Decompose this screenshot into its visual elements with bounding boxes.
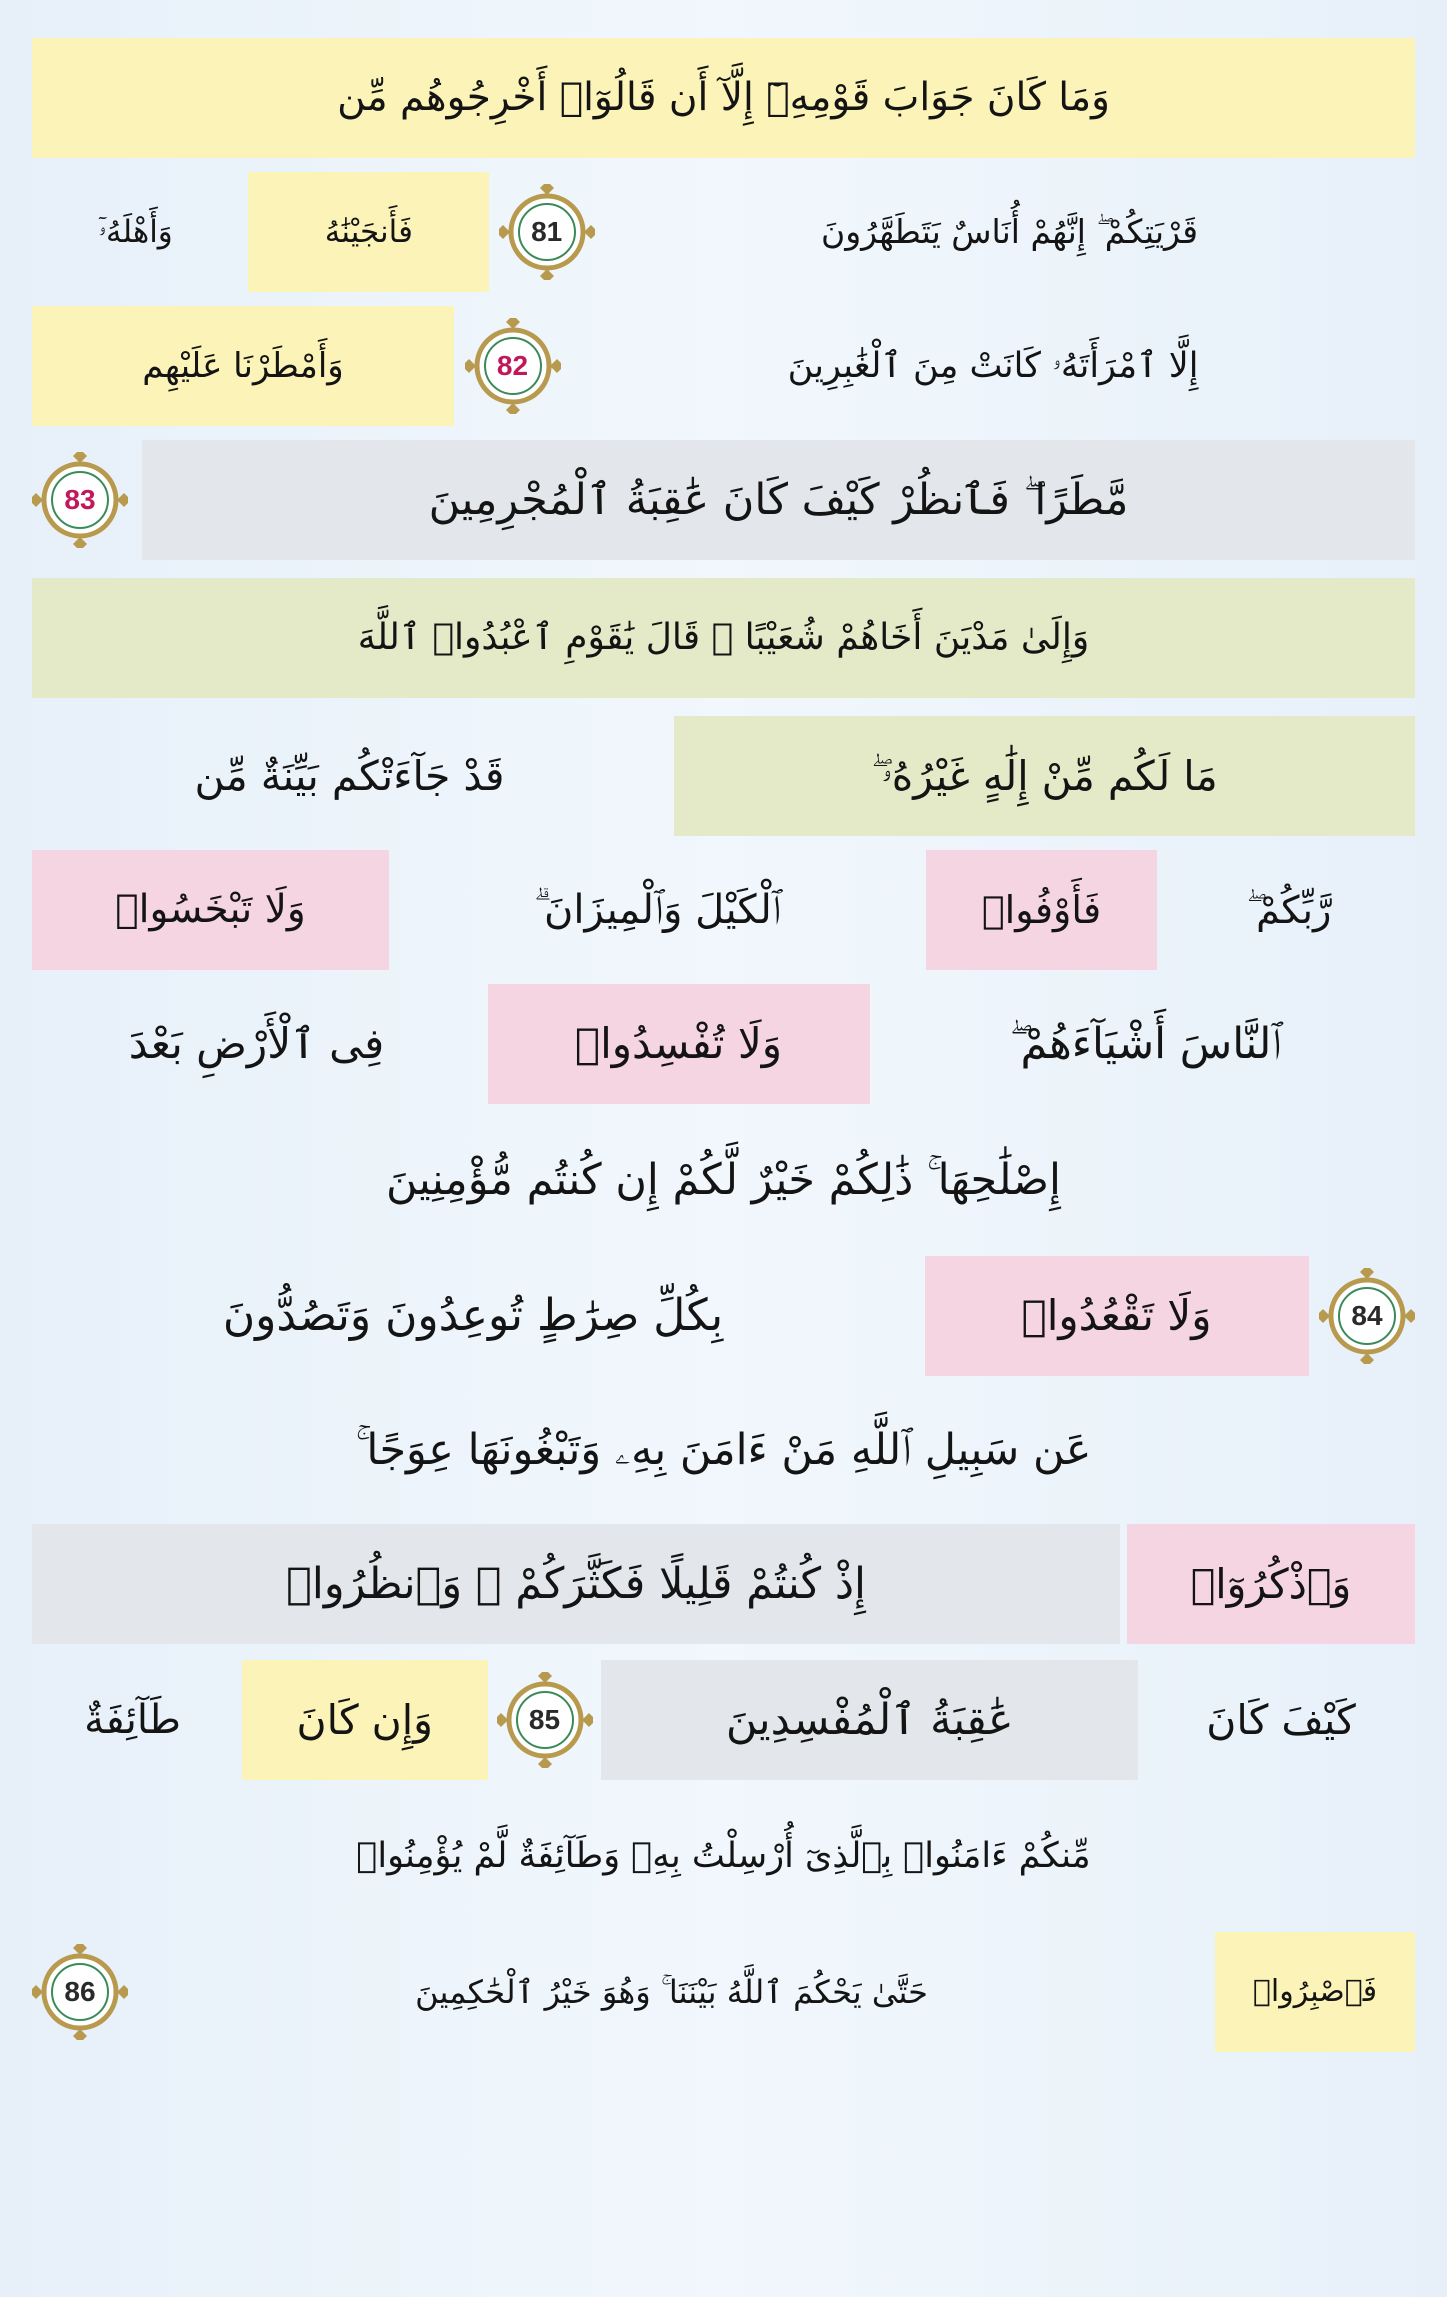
verse-line: [32, 840, 1415, 980]
highlighted-verse-text: وَإِلَىٰ مَدْيَنَ أَخَاهُمْ شُعَيْبًا ۗ قَالَ يَٰقَوْمِ ٱعْبُدُوا۟ ٱللَّهَ: [32, 578, 1415, 698]
verse-text: رَّبِّكُمْ ۖ: [1246, 888, 1332, 932]
verse-line: [32, 706, 1415, 846]
ayah-number: 85: [528, 1704, 561, 1735]
verse-text: كَيْفَ كَانَ: [1206, 1696, 1356, 1744]
ayah-number-marker: [497, 1672, 593, 1768]
verse-text: إِلَّا ٱمْرَأَتَهُۥ كَانَتْ مِنَ ٱلْغَٰبِرِينَ: [787, 346, 1199, 386]
highlighted-verse-text: وَأَمْطَرْنَا عَلَيْهِم: [32, 306, 454, 426]
ayah-number: 81: [531, 216, 563, 247]
ayah-number-marker: [32, 1944, 128, 2040]
verse-text: طَآئِفَةٌ: [84, 1697, 181, 1743]
verse-text: بِكُلِّ صِرَٰطٍ تُوعِدُونَ وَتَصُدُّونَ: [222, 1290, 724, 1341]
ayah-number: 82: [496, 350, 529, 381]
verse-line: [32, 974, 1415, 1114]
ayah-number: 84: [1351, 1300, 1383, 1331]
verse-line: [32, 1380, 1415, 1520]
highlighted-verse-text: وَلَا تَقْعُدُوا۟: [925, 1256, 1309, 1376]
ayah-number: 83: [64, 484, 96, 515]
verse-line: [32, 568, 1415, 708]
verse-line: [32, 296, 1415, 436]
ayah-number-marker: [465, 318, 561, 414]
verse-text: ٱلنَّاسَ أَشْيَآءَهُمْ ۖ: [1009, 1019, 1282, 1069]
highlighted-verse-text: مَا لَكُم مِّنْ إِلَٰهٍ غَيْرُهُۥ ۖ: [674, 716, 1415, 836]
verse-text: مِّنكُمْ ءَامَنُوا۟ بِٱلَّذِىٓ أُرْسِلْتُ بِهِۦ وَطَآئِفَةٌ لَّمْ يُؤْمِنُوا۟: [356, 1836, 1091, 1876]
verse-line: [32, 1650, 1415, 1790]
verse-text: قَدْ جَآءَتْكُم بَيِّنَةٌ مِّن: [194, 752, 505, 800]
verse-line: [32, 28, 1415, 168]
highlighted-verse-text: فَأَوْفُوا۟: [926, 850, 1157, 970]
verse-line: [32, 1110, 1415, 1250]
ayah-number-marker: [1319, 1268, 1415, 1364]
verse-line: [32, 1246, 1415, 1386]
highlighted-verse-text: مَّطَرًا ۖ فَٱنظُرْ كَيْفَ كَانَ عَٰقِبَةُ ٱلْمُجْرِمِينَ: [142, 440, 1415, 560]
verse-line: [32, 162, 1415, 302]
highlighted-verse-text: عَٰقِبَةُ ٱلْمُفْسِدِينَ: [601, 1660, 1138, 1780]
highlighted-verse-text: فَأَنجَيْنَٰهُ: [248, 172, 489, 292]
verse-line: [32, 430, 1415, 570]
highlighted-verse-text: وَلَا تُفْسِدُوا۟: [488, 984, 870, 1104]
ayah-number-marker: [499, 184, 595, 280]
verse-line: [32, 1514, 1415, 1654]
verse-text: حَتَّىٰ يَحْكُمَ ٱللَّهُ بَيْنَنَا ۚ وَهُوَ خَيْرُ ٱلْحَٰكِمِينَ: [415, 1973, 928, 2011]
highlighted-verse-text: وَمَا كَانَ جَوَابَ قَوْمِهِۦٓ إِلَّآ أَن قَالُوٓا۟ أَخْرِجُوهُم مِّن: [32, 38, 1415, 158]
ayah-number-marker: [32, 452, 128, 548]
verse-text: إِصْلَٰحِهَا ۚ ذَٰلِكُمْ خَيْرٌ لَّكُمْ إِن كُنتُم مُّؤْمِنِينَ: [385, 1155, 1062, 1205]
verse-text: وَأَهْلَهُۥٓ: [98, 214, 173, 250]
highlighted-verse-text: وَإِن كَانَ: [242, 1660, 488, 1780]
verse-line: [32, 1922, 1415, 2062]
highlighted-verse-text: فَٱصْبِرُوا۟: [1215, 1932, 1415, 2052]
highlighted-verse-text: إِذْ كُنتُمْ قَلِيلًا فَكَثَّرَكُمْ ۖ وَٱنظُرُوا۟: [32, 1524, 1120, 1644]
highlighted-verse-text: وَٱذْكُرُوٓا۟: [1127, 1524, 1415, 1644]
verse-text: عَن سَبِيلِ ٱللَّهِ مَنْ ءَامَنَ بِهِۦ وَتَبْغُونَهَا عِوَجًا ۚ: [355, 1425, 1092, 1475]
verse-text: ٱلْكَيْلَ وَٱلْمِيزَانَ ۗ: [534, 887, 781, 933]
verse-text: قَرْيَتِكُمْ ۖ إِنَّهُمْ أُنَاسٌ يَتَطَهَّرُونَ: [820, 212, 1199, 251]
ayah-number: 86: [64, 1976, 96, 2007]
verse-text: فِى ٱلْأَرْضِ بَعْدَ: [128, 1019, 385, 1068]
verse-line: [32, 1786, 1415, 1926]
highlighted-verse-text: وَلَا تَبْخَسُوا۟: [32, 850, 389, 970]
